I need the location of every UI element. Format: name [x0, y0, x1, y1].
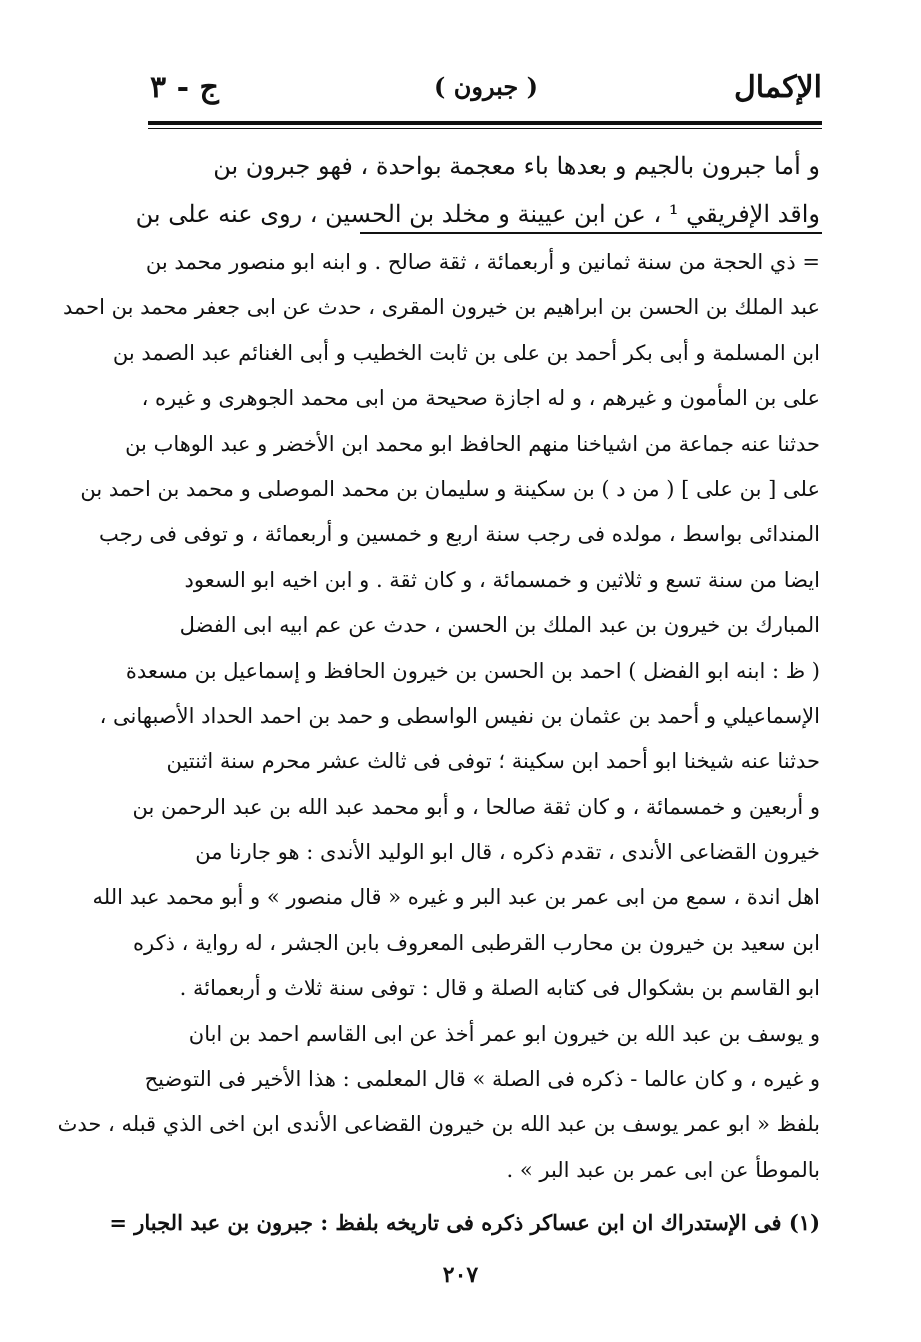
text-line: المندائى بواسط ، مولده فى رجب سنة اربع و خمسين و أربعمائة ، و توفى فى رجب [98, 522, 820, 547]
main-text [135, 142, 820, 238]
main-text-line: و أما جبرون بالجيم و بعدها باء معجمة بواحدة ، فهو جبرون بن [213, 152, 820, 180]
text-line: على بن المأمون و غيرهم ، و له اجازة صحيحة من ابى محمد الجوهرى و غيره ، [141, 386, 820, 411]
text-line: ابن سعيد بن خيرون بن محارب القرطبى المعروف بابن الجشر ، له رواية ، ذكره [132, 930, 820, 955]
text-line: ( ظ : ابنه ابو الفضل ) احمد بن الحسن بن خيرون الحافظ و إسماعيل بن مسعدة [125, 658, 820, 683]
header-rule-thick [148, 121, 822, 125]
continuation-footnote-text [57, 240, 820, 1193]
text-line: و يوسف بن عبد الله بن خيرون ابو عمر أخذ عن ابى القاسم احمد بن ابان [188, 1021, 820, 1046]
text-line: ابن المسلمة و أبى بكر أحمد بن على بن ثابت الخطيب و أبى الغنائم عبد الصمد بن [112, 340, 820, 365]
main-text-divider [360, 232, 822, 234]
header-rule-thin [148, 128, 822, 129]
text-line: المبارك بن خيرون بن عبد الملك بن الحسن ، حدث عن عم ابيه ابى الفضل [179, 613, 820, 638]
text-line: الإسماعيلي و أحمد بن عثمان بن نفيس الواسطى و حمد بن احمد الحداد الأصبهانى ، [99, 703, 820, 728]
text-line: و غيره ، و كان عالما - ذكره فى الصلة » قال المعلمى : هذا الأخير فى التوضيح [144, 1067, 820, 1092]
main-text-line: واقد الإفريقي ¹ ، عن ابن عيينة و مخلد بن الحسين ، روى عنه على بن [135, 200, 820, 228]
text-line: اهل اندة ، سمع من ابى عمر بن عبد البر و غيره « قال منصور » و أبو محمد عبد الله [92, 885, 820, 910]
text-line: بالموطأ عن ابى عمر بن عبد البر » . [506, 1157, 820, 1182]
text-line: حدثنا عنه جماعة من اشياخنا منهم الحافظ ابو محمد ابن الأخضر و عبد الوهاب بن [125, 431, 820, 456]
page-header [150, 62, 822, 118]
text-line: حدثنا عنه شيخنا ابو أحمد ابن سكينة ؛ توفى فى ثالث عشر محرم سنة اثنتين [166, 749, 820, 774]
book-title: الإكمال [733, 70, 822, 105]
text-line: على [ بن على ] ( من د ) بن سكينة و سليمان بن محمد الموصلى و محمد بن احمد بن [80, 476, 820, 501]
text-line: عبد الملك بن الحسن بن ابراهيم بن خيرون المقرى ، حدث عن ابى جعفر محمد بن احمد [62, 295, 820, 320]
section-title: ( جبرون ) [434, 72, 538, 101]
page-number: ٢٠٧ [442, 1262, 479, 1288]
text-line: خيرون القضاعى الأندى ، تقدم ذكره ، قال ابو الوليد الأندى : هو جارنا من [195, 840, 820, 865]
text-line: = ذي الحجة من سنة ثمانين و أربعمائة ، ثقة صالح . و ابنه ابو منصور محمد بن [145, 250, 820, 274]
text-line: ابو القاسم بن بشكوال فى كتابه الصلة و قال : توفى سنة ثلاث و أربعمائة . [179, 976, 820, 1001]
footnote: (١) فى الإستدراك ان ابن عساكر ذكره فى تاريخه بلفظ : جبرون بن عبد الجبار = [109, 1210, 820, 1235]
text-line: بلفظ « ابو عمر يوسف بن عبد الله بن خيرون القضاعى الأندى ابن اخى الذي قبله ، حدث [57, 1112, 820, 1137]
text-line: و أربعين و خمسمائة ، و كان ثقة صالحا ، و أبو محمد عبد الله بن عبد الرحمن بن [132, 794, 820, 819]
volume-number: ج - ٣ [150, 70, 219, 105]
text-line: ايضا من سنة تسع و ثلاثين و خمسمائة ، و كان ثقة . و ابن اخيه ابو السعود [184, 567, 820, 592]
